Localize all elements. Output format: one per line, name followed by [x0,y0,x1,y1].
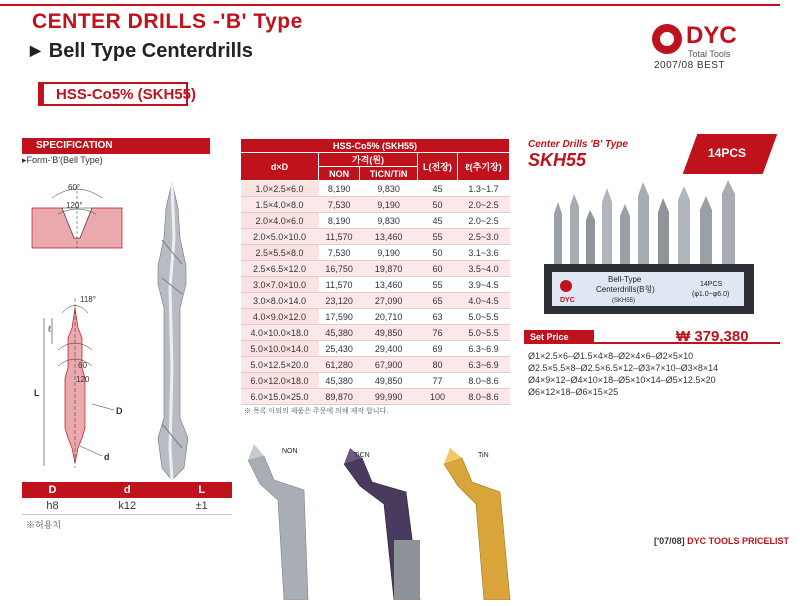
cell-dxd: 3.0×8.0×14.0 [241,293,319,309]
cell-L: 69 [418,341,458,357]
drill-photo [158,182,188,480]
material-label: HSS-Co5% (SKH55) [56,86,197,103]
cell-ticn: 9,830 [360,213,418,229]
cell-non: 7,530 [319,197,360,213]
price-table-title: HSS-Co5% (SKH55) [241,139,510,153]
drill-ticn [344,448,420,600]
table-row [241,181,510,197]
table-row [241,389,510,405]
tolerance-head-d: d [83,482,171,498]
page-title: CENTER DRILLS -'B' Type [32,10,303,33]
cell-l: 6.3~6.9 [458,341,510,357]
cell-L: 60 [418,261,458,277]
cell-l: 5.0~5.5 [458,309,510,325]
size-line: Ø1×2.5×6–Ø1.5×4×8–Ø2×4×6–Ø2×5×10 [528,351,694,361]
cell-L: 100 [418,389,458,405]
cell-L: 80 [418,357,458,373]
col-price: 가격(원) [319,153,418,167]
cell-L: 77 [418,373,458,389]
table-row [241,293,510,309]
cell-L: 55 [418,229,458,245]
price-table-body [241,181,510,405]
cell-non: 11,570 [319,277,360,293]
coating-label-tin: TiN [478,452,489,459]
table-row [241,309,510,325]
set-price-value: ₩ 379,380 [676,328,749,345]
coating-photos [244,430,514,600]
angle-120-label: 120° [66,201,83,210]
cell-dxd: 3.0×7.0×10.0 [241,277,319,293]
col-l: ℓ(추기장) [458,153,510,181]
size-line: Ø2.5×5.5×8–Ø2.5×6.5×12–Ø3×7×10–Ø3×8×14 [528,363,719,373]
coating-label-non: NON [282,448,298,455]
cell-dxd: 2.5×5.5×8.0 [241,245,319,261]
cell-dxd: 2.0×5.0×10.0 [241,229,319,245]
cell-non: 8,190 [319,213,360,229]
set-title: Center Drills 'B' Type [528,139,628,150]
dim-L-label: L [34,388,40,398]
cell-non: 11,570 [319,229,360,245]
tolerance-head-L: L [171,482,232,498]
cell-l: 8.0~8.6 [458,389,510,405]
cell-l: 3.1~3.6 [458,245,510,261]
cell-non: 8,190 [319,181,360,197]
cell-L: 45 [418,213,458,229]
cell-l: 5.0~5.5 [458,325,510,341]
drill-tin [444,448,510,600]
cell-L: 55 [418,277,458,293]
table-row [241,373,510,389]
cell-ticn: 20,710 [360,309,418,325]
box-brand: DYC [560,297,575,304]
box-range: (φ1.0~φ6.0) [692,291,730,298]
tolerance-note: ※허용치 [26,520,62,530]
tolerance-value-d: k12 [83,498,171,514]
table-row [241,213,510,229]
cell-dxd: 2.0×4.0×6.0 [241,213,319,229]
cell-non: 89,870 [319,389,360,405]
table-row [241,245,510,261]
table-row [241,197,510,213]
cell-l: 2.0~2.5 [458,213,510,229]
tolerance-value-D: h8 [22,498,83,514]
cell-l: 6.3~6.9 [458,357,510,373]
col-dxd: d×D [241,153,319,181]
cell-dxd: 4.0×10.0×18.0 [241,325,319,341]
cell-ticn: 13,460 [360,277,418,293]
table-row [241,277,510,293]
dim-l-label: ℓ [48,324,51,334]
cell-dxd: 6.0×15.0×25.0 [241,389,319,405]
dyc-logo [652,22,772,72]
cell-L: 50 [418,197,458,213]
angle-60-label: 60° [68,183,81,192]
cell-ticn: 9,190 [360,245,418,261]
triangle-icon: ▶ [30,42,41,58]
cell-l: 8.0~8.6 [458,373,510,389]
col-non: NON [319,167,360,181]
spec-form: ▸Form-'B'(Bell Type) [22,155,103,165]
cell-non: 7,530 [319,245,360,261]
cell-l: 4.0~4.5 [458,293,510,309]
cell-ticn: 67,900 [360,357,418,373]
angle-120-b-label: 120 [76,375,90,384]
col-L: L(전장) [418,153,458,181]
size-line: Ø4×9×12–Ø4×10×18–Ø5×10×14–Ø5×12.5×20 [528,375,716,385]
angle-60-b-label: 60 [78,361,87,370]
cell-dxd: 2.5×6.5×12.0 [241,261,319,277]
cell-ticn: 49,850 [360,325,418,341]
cell-ticn: 49,850 [360,373,418,389]
cell-non: 45,380 [319,325,360,341]
cell-dxd: 1.0×2.5×6.0 [241,181,319,197]
set-photo [524,176,780,326]
cone-diagram [32,186,122,248]
cell-dxd: 5.0×10.0×14.0 [241,341,319,357]
cell-L: 63 [418,309,458,325]
logo-brand: DYC [686,22,737,49]
cell-l: 3.5~4.0 [458,261,510,277]
table-row [241,229,510,245]
cell-dxd: 6.0×12.0×18.0 [241,373,319,389]
spec-header: SPECIFICATION [22,138,210,154]
size-line: Ø6×12×18–Ø6×15×25 [528,387,619,397]
table-row [241,357,510,373]
cell-dxd: 4.0×9.0×12.0 [241,309,319,325]
cell-l: 2.5~3.0 [458,229,510,245]
coating-label-ticn: TiCN [354,452,370,459]
box-label-3: (SKH55) [612,298,636,304]
cell-ticn: 27,090 [360,293,418,309]
price-table [240,138,510,405]
cell-dxd: 1.5×4.0×8.0 [241,197,319,213]
dim-d-label: d [104,452,110,462]
cell-non: 25,430 [319,341,360,357]
set-code: SKH55 [528,150,587,170]
cell-non: 45,380 [319,373,360,389]
logo-mark-icon [652,24,682,54]
cell-ticn: 9,830 [360,181,418,197]
cell-l: 2.0~2.5 [458,197,510,213]
page-subtitle [30,40,253,63]
tolerance-table [22,482,232,515]
table-row [241,341,510,357]
tolerance-value-L: ±1 [171,498,232,514]
footer-year: ['07/08] [654,536,685,546]
set-size-list [528,350,718,398]
cell-L: 76 [418,325,458,341]
table-row [241,325,510,341]
cell-non: 23,120 [319,293,360,309]
cell-l: 1.3~1.7 [458,181,510,197]
cell-L: 65 [418,293,458,309]
box-label-2: Centerdrills(B형) [596,285,655,294]
angle-118-label: 118° [80,295,96,304]
tolerance-head-D: D [22,482,83,498]
logo-year: 2007/08 BEST [654,60,726,71]
cell-L: 45 [418,181,458,197]
cell-ticn: 19,870 [360,261,418,277]
pcs-badge: 14PCS [708,146,747,160]
cell-ticn: 29,400 [360,341,418,357]
cell-L: 50 [418,245,458,261]
cell-ticn: 13,460 [360,229,418,245]
cell-non: 61,280 [319,357,360,373]
cell-ticn: 99,990 [360,389,418,405]
drill-set-drills [554,180,735,274]
price-table-note: ※ 목록 이외의 제품은 주문에 의해 제작 합니다. [244,408,389,415]
cell-non: 16,750 [319,261,360,277]
cell-ticn: 9,190 [360,197,418,213]
logo-tagline: Total Tools [688,49,731,59]
dim-D-label: D [116,406,123,416]
set-price-label: Set Price [524,330,594,344]
table-row [22,498,232,514]
table-row [241,261,510,277]
drill-non [248,444,308,600]
footer [654,536,789,546]
cell-non: 17,590 [319,309,360,325]
cell-dxd: 5.0×12.5×20.0 [241,357,319,373]
subtitle-text: Bell Type Centerdrills [48,40,253,62]
box-label-1: Bell-Type [608,275,642,284]
cell-l: 3.9~4.5 [458,277,510,293]
footer-text: DYC TOOLS PRICELIST [687,536,790,546]
box-pcs: 14PCS [700,281,723,288]
spec-diagram [22,168,232,480]
col-ticn: TiCN/TiN [360,167,418,181]
